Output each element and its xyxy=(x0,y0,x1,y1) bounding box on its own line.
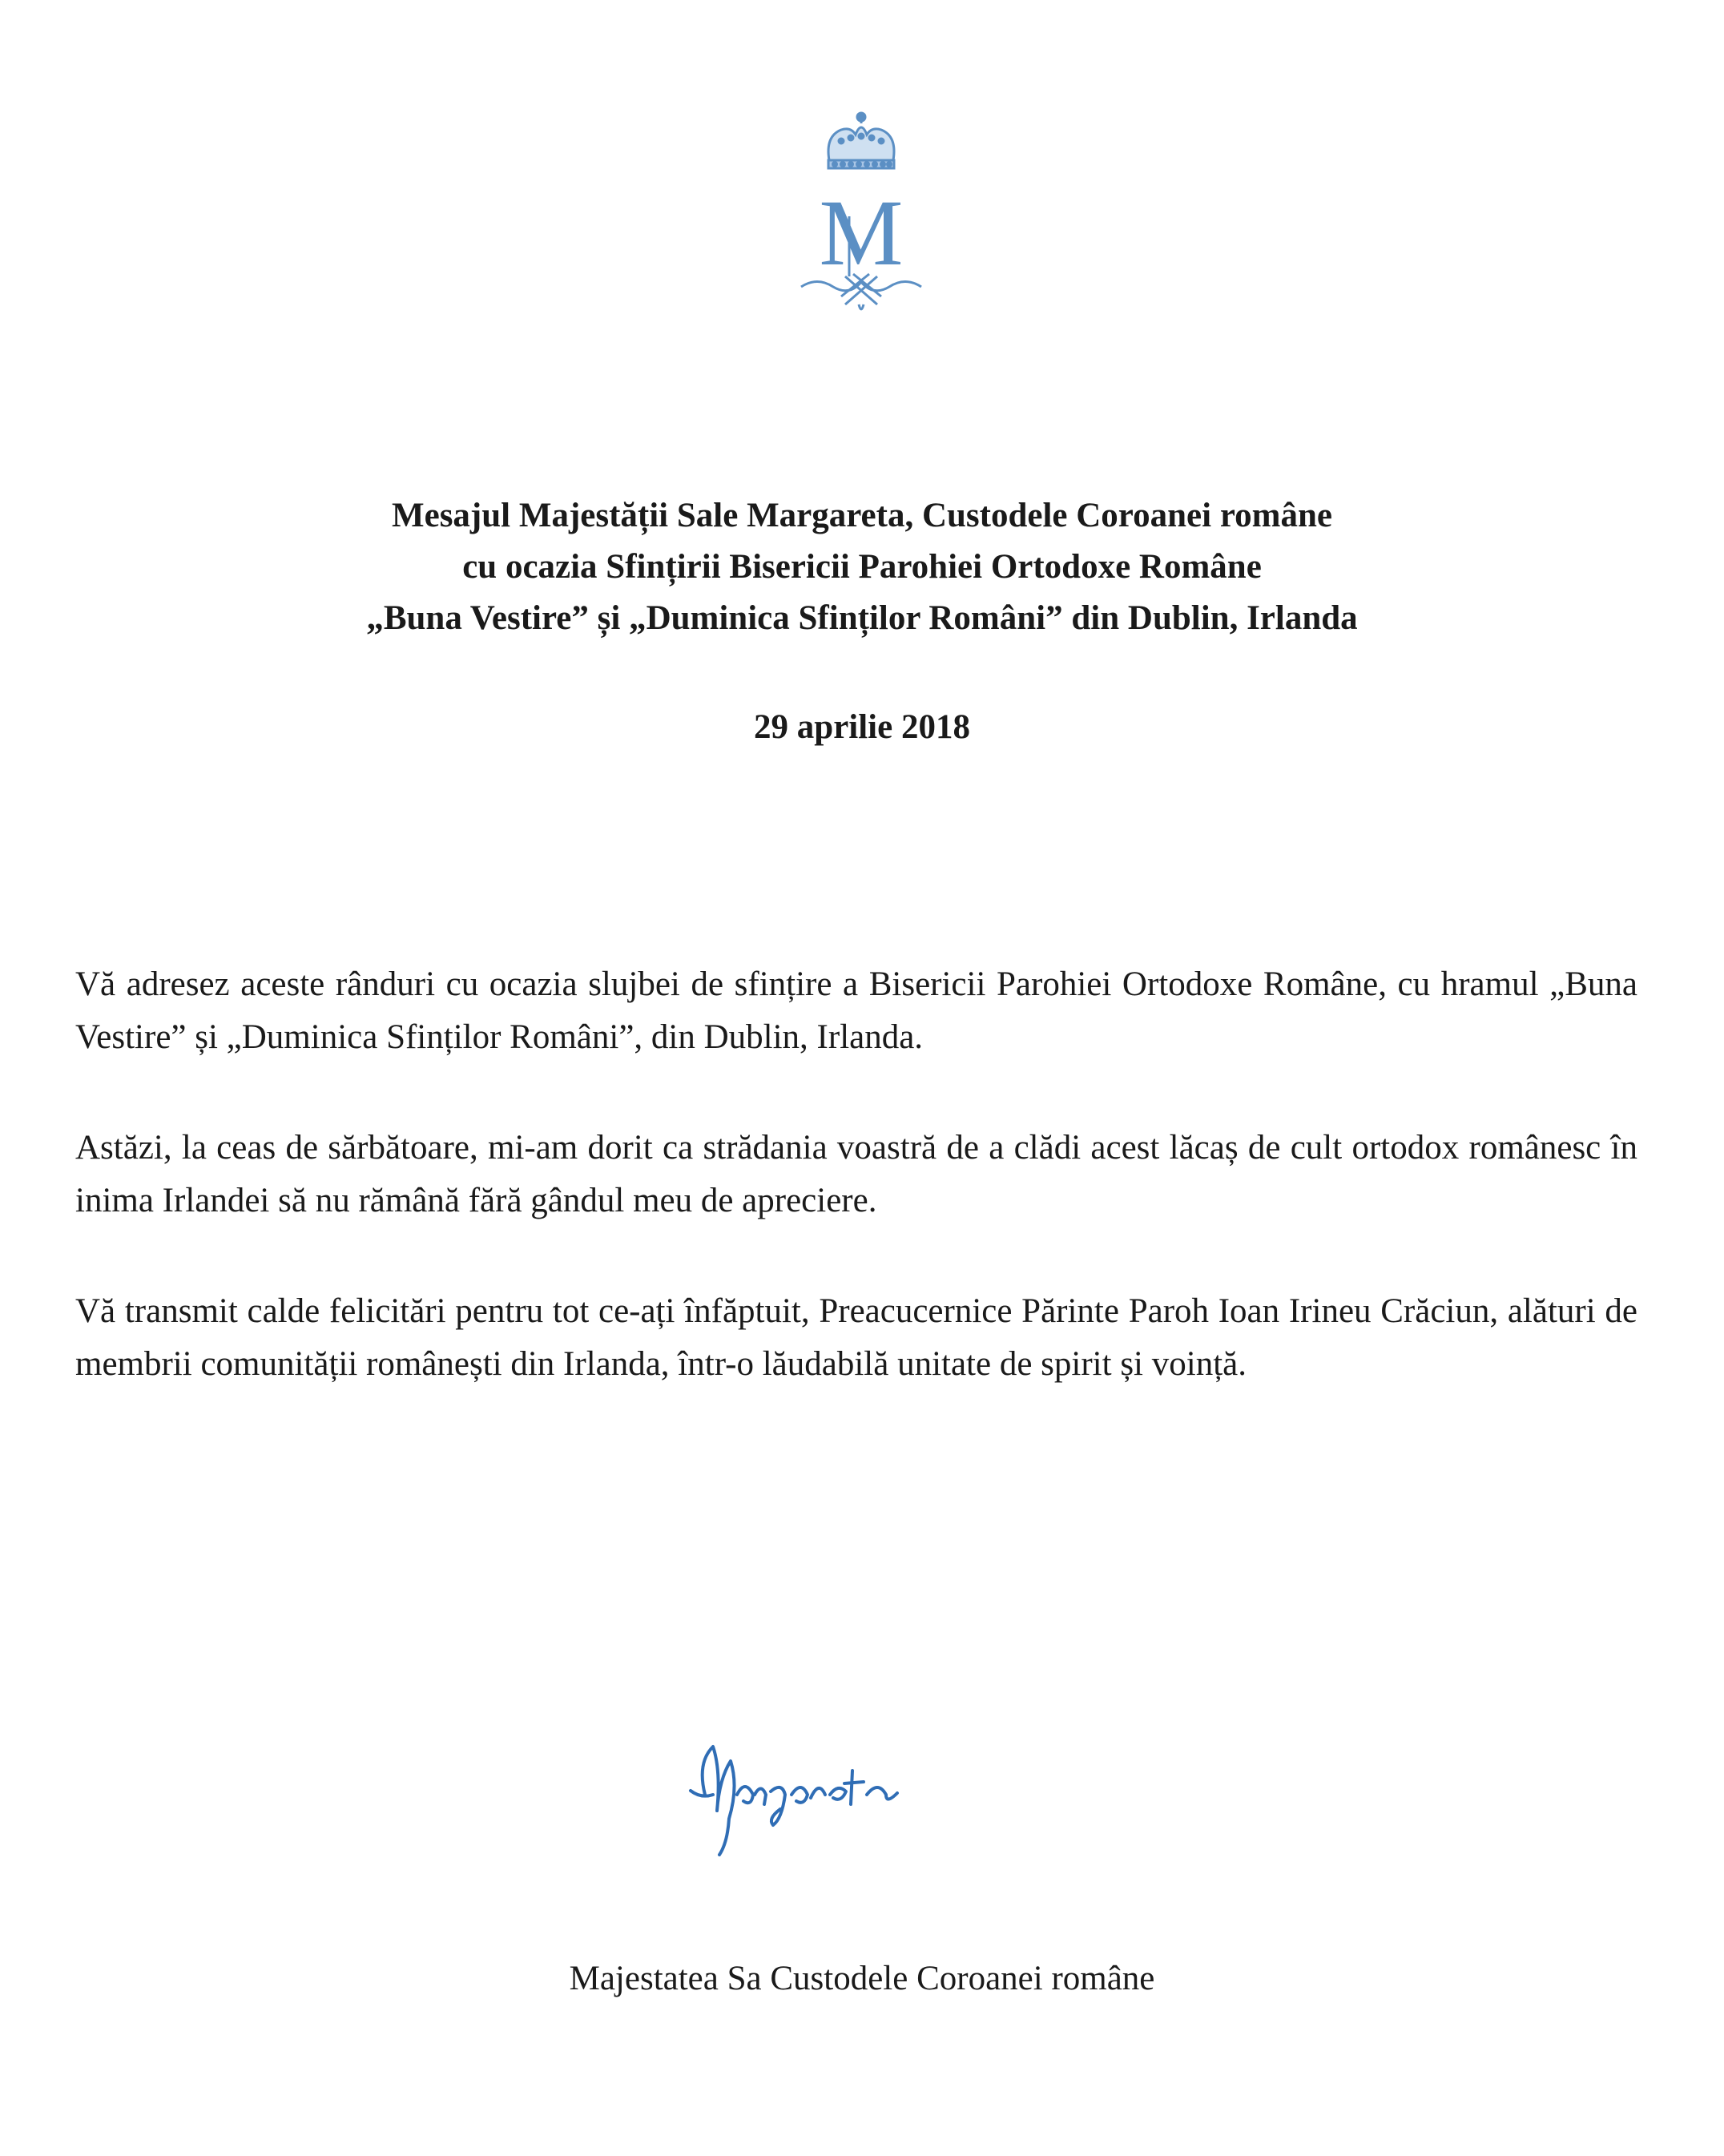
title-line-1: Mesajul Majestății Sale Margareta, Custodele Coroanei române xyxy=(392,497,1332,534)
monogram-letter: M xyxy=(819,180,904,285)
title-line-3: „Buna Vestire” și „Duminica Sfinților Români” din Dublin, Irlanda xyxy=(366,599,1358,637)
handwritten-signature xyxy=(681,1715,953,1867)
title-line-2: cu ocazia Sfințirii Bisericii Parohiei Ortodoxe Române xyxy=(462,548,1262,586)
body-paragraph-1: Vă adresez aceste rânduri cu ocazia slujbei de sfințire a Bisericii Parohiei Ortodoxe Române, cu hramul „Buna Vestire” și „Duminica Sfinților Români”, din Dublin, Irlanda. xyxy=(75,965,1637,1056)
letter-title xyxy=(96,490,1628,644)
letter-date: 29 aprilie 2018 xyxy=(754,708,970,746)
royal-crown-icon xyxy=(828,112,894,168)
body-paragraph-3: Vă transmit calde felicitări pentru tot ce-ați înfăptuit, Preacucernice Părinte Paroh Ioan Irineu Crăciun, alături de membrii comunității românești din Irlanda, într-o lăudabilă unitate de spirit și voință. xyxy=(75,1292,1637,1383)
closing-signatory: Majestatea Sa Custodele Coroanei române xyxy=(569,1960,1155,1997)
body-paragraph-2: Astăzi, la ceas de sărbătoare, mi-am dorit ca strădania voastră de a clădi acest lăcaș de cult ortodox românesc în inima Irlandei să nu rămână fără gândul meu de apreciere. xyxy=(75,1129,1637,1219)
letter-body xyxy=(75,958,1637,1449)
royal-crown-monogram-icon xyxy=(769,104,953,345)
